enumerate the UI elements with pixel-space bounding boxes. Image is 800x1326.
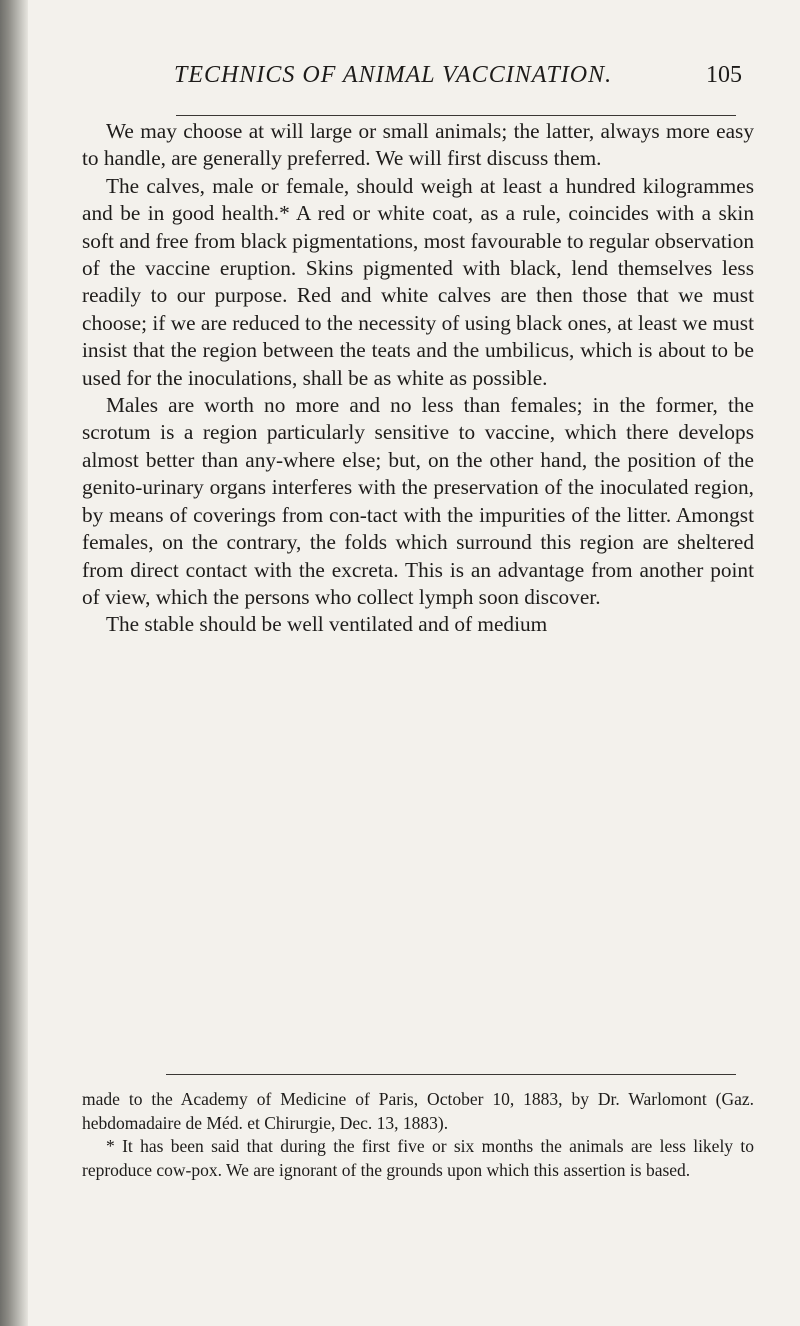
footnote-rule	[166, 1074, 736, 1075]
footnotes	[82, 1088, 754, 1182]
footnote-continuation: made to the Academy of Medicine of Paris, October 10, 1883, by Dr. Warlomont (Gaz. hebdomadaire de Méd. et Chirurgie, Dec. 13, 1883).	[82, 1089, 754, 1133]
binding-gutter-shadow	[0, 0, 28, 1326]
page-number: 105	[706, 62, 742, 88]
paragraph: The stable should be well ventilated and of medium	[106, 612, 548, 637]
page-header	[142, 62, 742, 102]
paragraph: We may choose at will large or small animals; the latter, always more easy to handle, are generally preferred. We will first discuss them.	[82, 119, 754, 171]
paragraph: Males are worth no more and no less than females; in the former, the scrotum is a region particularly sensitive to vaccine, which there develops almost better than any-where else; but, on the other hand, the position of the genito-urinary organs interferes with the preservation of the inoculated region, by means of coverings from con-tact with the impurities of the litter. Amongst females, on the contrary, the folds which surround this region are sheltered from direct contact with the excreta. This is an advantage from another point of view, which the persons who collect lymph soon discover.	[82, 393, 754, 609]
header-rule	[176, 115, 736, 116]
running-head: TECHNICS OF ANIMAL VACCINATION.	[174, 62, 613, 88]
body-text	[82, 118, 754, 639]
footnote: * It has been said that during the first five or six months the animals are less likely to reproduce cow-pox. We are ignorant of the grounds upon which this assertion is based.	[82, 1136, 754, 1180]
paragraph: The calves, male or female, should weigh at least a hundred kilogrammes and be in good health.* A red or white coat, as a rule, coincides with a skin soft and free from black pigmentations, most favourable to regular observation of the vaccine eruption. Skins pigmented with black, lend themselves less readily to our purpose. Red and white calves are then those that we must choose; if we are reduced to the necessity of using black ones, at least we must insist that the region between the teats and the umbilicus, which is about to be used for the inoculations, shall be as white as possible.	[82, 173, 754, 390]
